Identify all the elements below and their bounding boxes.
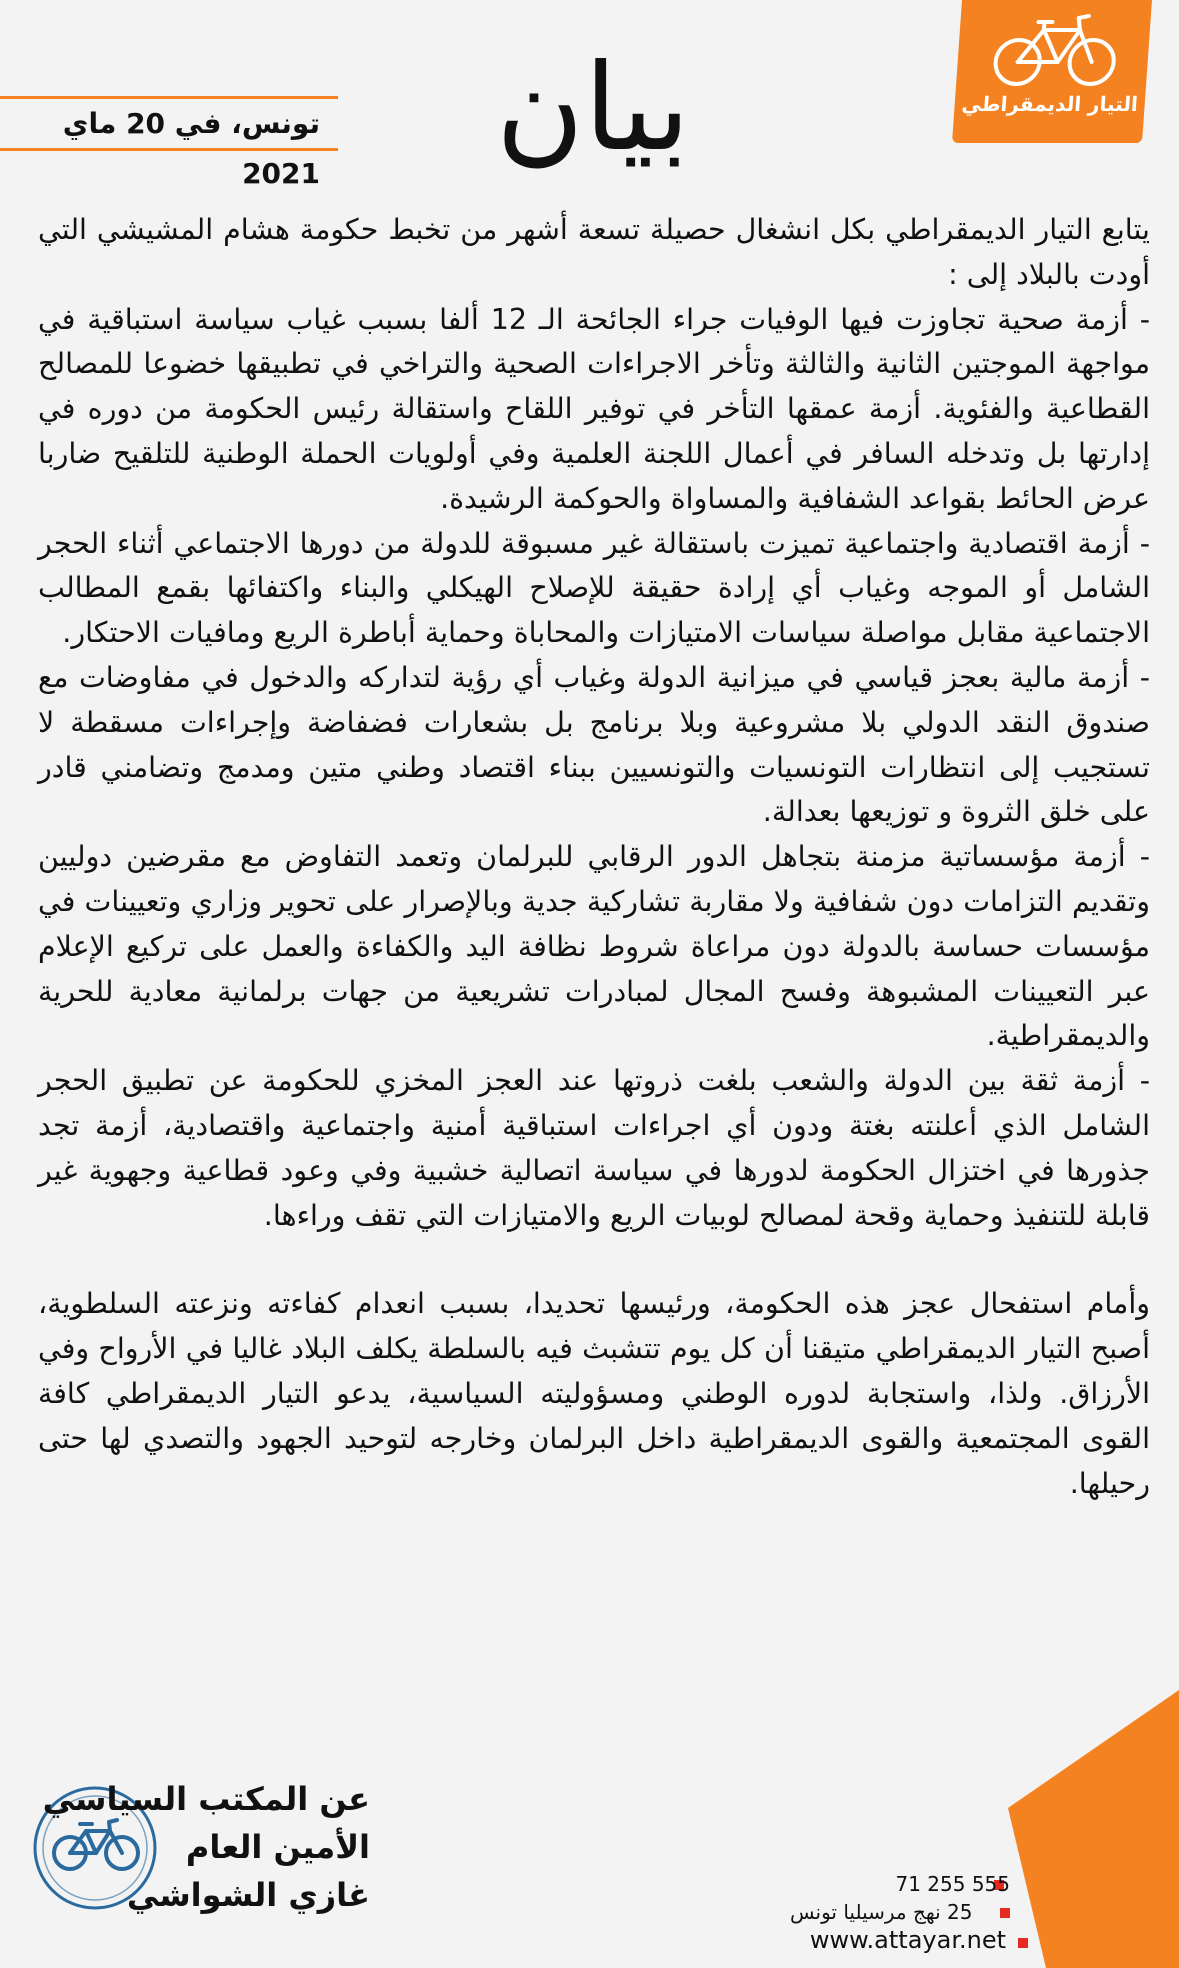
trust-crisis-paragraph: - أزمة ثقة بين الدولة والشعب بلغت ذروتها عند العجز المخزي للحكومة عن تطبيق الحجر الشامل الذي أعلنته بغتة ودون أي اجراءات استباقية أمنية واجتماعية واقتصادية، أزمة تجد جذورها في اختزال الحكومة لدورها في سياسة اتصالية خشبية وفي وعود قطاعية وجهوية غير قابلة للتنفيذ وحماية وقحة لمصالح لوبيات الريع والامتيازات التي تقف وراءها.	[38, 1064, 1150, 1232]
page-title: بيان	[495, 39, 691, 178]
address-bullet	[1000, 1908, 1010, 1918]
bicycle-icon	[988, 10, 1124, 90]
footer-phone: 71 255 555	[895, 1872, 1010, 1896]
signature-bureau: عن المكتب السياسي	[42, 1780, 370, 1818]
signature-block	[30, 1775, 370, 1919]
website-bullet	[1018, 1938, 1028, 1948]
party-logo	[952, 0, 1152, 143]
statement-body	[38, 208, 1150, 1506]
logo-text: التيار الديمقراطي	[960, 92, 1139, 116]
footer-website[interactable]: www.attayar.net	[809, 1926, 1006, 1954]
institutional-crisis-paragraph: - أزمة مؤسساتية مزمنة بتجاهل الدور الرقابي للبرلمان وتعمد التفاوض مع مقرضين دوليين وتقديم التزامات دون شفافية ولا مقاربة تشاركية جدية وبالإصرار على تحوير وزاري وتعيينات في مؤسسات حساسة بالدولة دون مراعاة شروط نظافة اليد والكفاءة والعمل على تركيع الإعلام عبر التعيينات المشبوهة وفسح المجال لمبادرات تشريعية من جهات برلمانية معادية للحرية والديمقراطية.	[38, 840, 1150, 1053]
paragraph-gap	[38, 1238, 1150, 1282]
intro-paragraph: يتابع التيار الديمقراطي بكل انشغال حصيلة تسعة أشهر من تخبط حكومة هشام المشيشي التي أودت بالبلاد إلى :	[38, 213, 1150, 291]
footer-address: 25 نهج مرسيليا تونس	[790, 1900, 973, 1924]
date-bottom-rule	[0, 148, 338, 151]
date: تونس، في 20 ماي 2021	[62, 107, 320, 190]
signature-name: غازي الشواشي	[126, 1876, 370, 1914]
closing-paragraph: وأمام استفحال عجز هذه الحكومة، ورئيسها تحديدا، بسبب انعدام كفاءته ونزعته السلطوية، أصبح التيار الديمقراطي متيقنا أن كل يوم تتشبث فيه بالسلطة يكلف البلاد غاليا في الأرواح وفي الأرزاق. ولذا، واستجابة لدوره الوطني ومسؤوليته السياسية، يدعو التيار الديمقراطي كافة القوى المجتمعية والقوى الديمقراطية داخل البرلمان وخارجه لتوحيد الجهود والتصدي لها حتى رحيلها.	[38, 1287, 1150, 1500]
health-crisis-paragraph: - أزمة صحية تجاوزت فيها الوفيات جراء الجائحة الـ 12 ألفا بسبب غياب سياسة استباقية في مواجهة الموجتين الثانية والثالثة وتأخر الاجراءات الصحية والتراخي في تطبيقها خضوعا للمصالح القطاعية والفئوية. أزمة عمقها التأخر في توفير اللقاح واستقالة رئيس الحكومة من دوره في إدارتها بل وتدخله السافر في أعمال اللجنة العلمية وفي أولويات الحملة الوطنية للتلقيح ضاربا عرض الحائط بقواعد الشفافية والمساواة والحوكمة الرشيدة.	[38, 302, 1151, 515]
financial-crisis-paragraph: - أزمة مالية بعجز قياسي في ميزانية الدولة وغياب أي رؤية لتداركه والدخول في مفاوضات مع صندوق النقد الدولي بلا مشروعية وبلا برنامج بل بشعارات فضفاضة وإجراءات مسقطة لا تستجيب إلى انتظارات التونسيات والتونسيين ببناء اقتصاد وطني متين ومدمج وتضامني قادر على خلق الثروة و توزيعها بعدالة.	[38, 660, 1150, 829]
economic-crisis-paragraph: - أزمة اقتصادية واجتماعية تميزت باستقالة غير مسبوقة للدولة من دورها الاجتماعي أثناء الحجر الشامل أو الموجه وغياب أي إرادة حقيقة للإصلاح الهيكلي والبناء واكتفائها بقمع المطالب الاجتماعية مقابل مواصلة سياسات الامتيازات والمحاباة وحماية أباطرة الريع ومافيات الاحتكار.	[38, 526, 1150, 650]
signature-role: الأمين العام	[185, 1828, 370, 1866]
